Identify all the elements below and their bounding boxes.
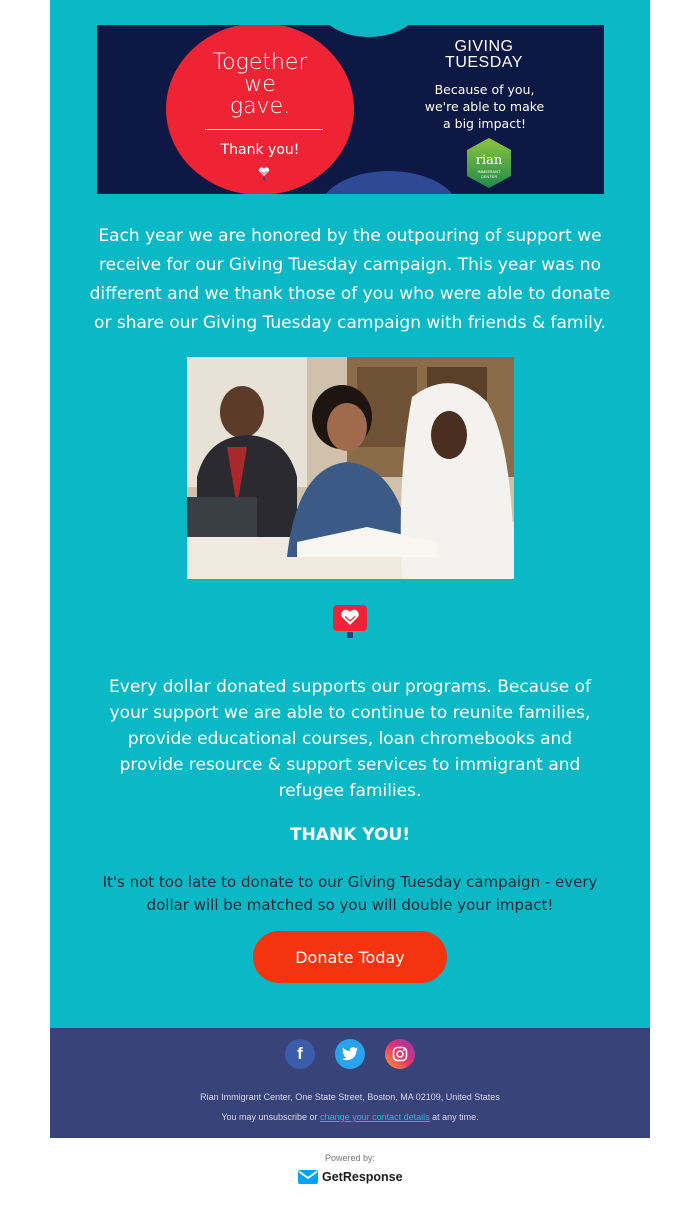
giving-tuesday-logo: GIVING TUESDAY [445, 38, 523, 71]
banner-decor-circle-top [319, 25, 419, 37]
twitter-icon[interactable] [335, 1039, 365, 1069]
svg-text:IMMIGRANT: IMMIGRANT [477, 169, 501, 174]
giving-tuesday-banner[interactable] [97, 25, 604, 194]
powered-by-label: Powered by: [324, 1153, 376, 1163]
donate-cta-paragraph: It's not too late to donate to our Giving Tuesday campaign - every dollar will be matched so you will double your impact! [102, 873, 598, 914]
banner-decor-circle-bottom [319, 171, 459, 194]
footer-address: Rian Immigrant Center, One State Street, Boston, MA 02109, United States [200, 1092, 500, 1102]
giving-heart-icon [333, 603, 367, 639]
banner-tagline: Because of you, we're able to make a big impact! [424, 82, 545, 131]
thank-you-heading: THANK YOU! [289, 825, 410, 845]
intro-paragraph: Each year we are honored by the outpouring of support we receive for our Giving Tuesday campaign. This year was no different and we thank those of you who were able to donate or share our Giving Tuesday campaign with friends & family. [89, 226, 611, 333]
email-footer [50, 1028, 650, 1138]
facebook-icon[interactable]: f [285, 1039, 315, 1069]
getresponse-brand: GetResponse [322, 1170, 403, 1184]
change-contact-details-link[interactable]: change your contact details [320, 1112, 430, 1122]
banner-headline: Together we gave. [212, 50, 308, 119]
getresponse-logo[interactable] [298, 1168, 408, 1186]
rian-logo-icon [465, 137, 513, 189]
banner-thank-you: Thank you! [220, 142, 300, 158]
email-body [50, 0, 650, 1028]
donate-today-button[interactable]: Donate Today [253, 931, 447, 983]
instagram-icon[interactable] [385, 1039, 415, 1069]
envelope-icon [298, 1170, 318, 1184]
svg-text:CENTER: CENTER [480, 174, 498, 179]
programs-paragraph: Every dollar donated supports our programs. Because of your support we are able to continue to reunite families, provide educational courses, loan chromebooks and provide resource & support services to immigrant and refugee families. [109, 677, 591, 801]
footer-unsubscribe [50, 1112, 650, 1122]
students-photo [187, 357, 514, 579]
unsubscribe-prefix: You may unsubscribe or [221, 1112, 318, 1122]
unsubscribe-suffix: at any time. [432, 1112, 479, 1122]
svg-text:rian: rian [475, 153, 503, 168]
banner-divider [205, 129, 323, 130]
giving-heart-icon [258, 167, 270, 181]
